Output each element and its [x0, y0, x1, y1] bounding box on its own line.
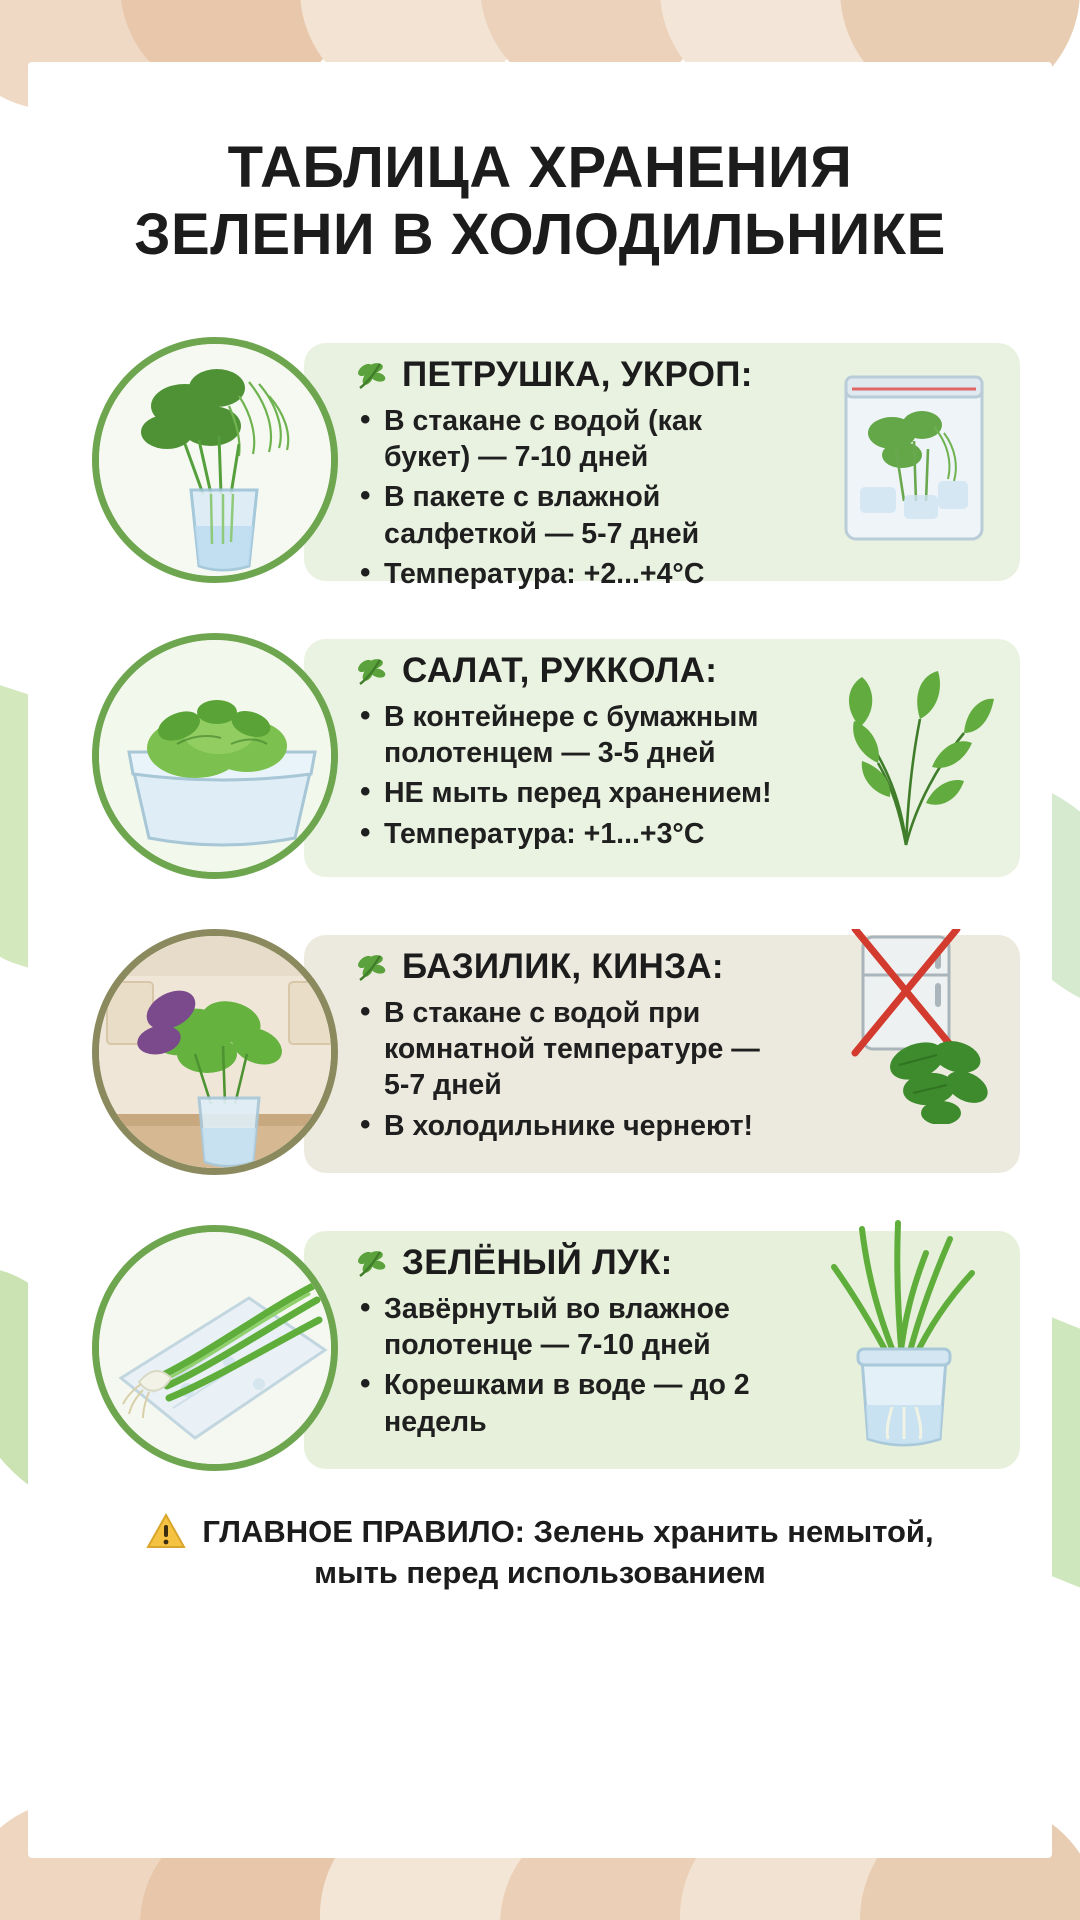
row-content-parsley-dill — [354, 355, 1006, 597]
bullet-item: • Завёрнутый во влажное полотенце — 7-10 дней — [354, 1291, 784, 1364]
bullet-item: • Температура: +1...+3°С — [354, 816, 854, 852]
bullet-item: • В холодильнике чернеют! — [354, 1108, 784, 1144]
row-content-green-onion — [354, 1243, 1006, 1445]
storage-rows — [28, 321, 1052, 1487]
bullet-item: • В пакете с влажной салфеткой — 5-7 дней — [354, 479, 784, 552]
thumbnail-lettuce-arugula — [92, 633, 338, 879]
page-title-line-2: ЗЕЛЕНИ В ХОЛОДИЛЬНИКЕ — [134, 202, 946, 268]
row-header — [354, 947, 1006, 987]
row-title: ПЕТРУШКА, УКРОП: — [402, 354, 753, 394]
footer-line-1-wrap — [88, 1513, 992, 1551]
bullet-item: • В стакане с водой при комнатной температуре — 5-7 дней — [354, 995, 784, 1104]
row-title: ЗЕЛЁНЫЙ ЛУК: — [402, 1242, 673, 1282]
lettuce-in-container-illustration — [99, 640, 338, 879]
footer-rule — [28, 1513, 1052, 1591]
thumbnail-basil-cilantro — [92, 929, 338, 1175]
row-bullet-list — [354, 403, 1006, 593]
row-bullet-list — [354, 699, 1006, 853]
bullet-item: • В стакане с водой (как букет) — 7-10 дней — [354, 403, 784, 476]
infographic-card — [28, 62, 1052, 1858]
row-header — [354, 651, 1006, 691]
bullet-item: • В контейнере с бумажным полотенцем — 3-5 дней — [354, 699, 854, 772]
row-title: БАЗИЛИК, КИНЗА: — [402, 946, 724, 986]
row-title: САЛАТ, РУККОЛА: — [402, 650, 718, 690]
leaf-sprig-icon — [354, 950, 388, 984]
thumbnail-green-onion — [92, 1225, 338, 1471]
parsley-dill-in-glass-illustration — [99, 344, 338, 583]
warning-triangle-icon — [146, 1513, 186, 1551]
row-lettuce-arugula — [54, 617, 1026, 895]
row-content-lettuce-arugula — [354, 651, 1006, 857]
row-content-basil-cilantro — [354, 947, 1006, 1149]
row-basil-cilantro — [54, 913, 1026, 1191]
page-title-line-1: ТАБЛИЦА ХРАНЕНИЯ — [227, 135, 853, 200]
leaf-sprig-icon — [354, 358, 388, 392]
footer-line-2: мыть перед использованием — [314, 1554, 766, 1590]
page-title — [68, 134, 1012, 269]
thumbnail-parsley-dill — [92, 337, 338, 583]
bullet-item: • НЕ мыть перед хранением! — [354, 775, 854, 811]
green-onion-in-towel-illustration — [99, 1232, 338, 1471]
footer-line-1: ГЛАВНОЕ ПРАВИЛО: Зелень хранить немытой, — [202, 1513, 934, 1549]
bullet-item: • Корешками в воде — до 2 недель — [354, 1367, 784, 1440]
row-header — [354, 1243, 1006, 1283]
basil-cilantro-in-glass-illustration — [99, 936, 338, 1175]
row-bullet-list — [354, 995, 1006, 1145]
bullet-item: • Температура: +2...+4°С — [354, 556, 784, 592]
row-parsley-dill — [54, 321, 1026, 599]
row-header — [354, 355, 1006, 395]
leaf-sprig-icon — [354, 1246, 388, 1280]
row-bullet-list — [354, 1291, 1006, 1441]
leaf-sprig-icon — [354, 654, 388, 688]
row-green-onion — [54, 1209, 1026, 1487]
